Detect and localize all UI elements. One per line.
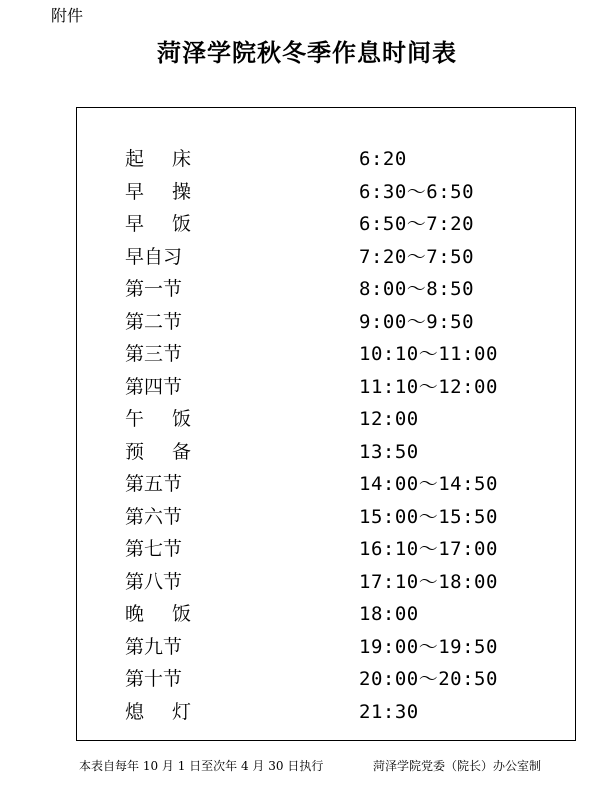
time-value: 6:50～7:20 xyxy=(359,213,475,235)
schedule-table xyxy=(76,107,576,741)
activity-label: 第三节 xyxy=(125,343,183,365)
activity-label: 第二节 xyxy=(125,310,183,333)
activity-label: 早 操 xyxy=(125,180,191,203)
activity-label: 熄 灯 xyxy=(125,700,191,723)
schedule-row xyxy=(77,273,575,306)
time-value: 11:10～12:00 xyxy=(359,375,498,398)
activity-label: 第五节 xyxy=(125,473,183,495)
time-value: 20:00～20:50 xyxy=(359,668,498,690)
time-value: 8:00～8:50 xyxy=(359,278,475,300)
activity-label: 第七节 xyxy=(125,538,183,560)
time-value: 9:00～9:50 xyxy=(359,310,475,333)
activity-label: 预 备 xyxy=(125,440,191,463)
activity-label: 早自习 xyxy=(125,245,183,268)
schedule-row xyxy=(77,208,575,241)
schedule-row xyxy=(77,631,575,664)
schedule-row xyxy=(77,403,575,436)
activity-label: 第四节 xyxy=(125,375,183,398)
footer-validity-note: 本表自每年 10 月 1 日至次年 4 月 30 日执行 xyxy=(79,759,324,773)
time-value: 6:20 xyxy=(359,148,407,170)
activity-label: 第九节 xyxy=(125,635,183,658)
activity-label: 早 饭 xyxy=(125,213,191,235)
time-value: 14:00～14:50 xyxy=(359,473,498,495)
schedule-row xyxy=(77,501,575,534)
schedule-row xyxy=(77,143,575,176)
activity-label: 第八节 xyxy=(125,570,183,593)
time-value: 19:00～19:50 xyxy=(359,635,498,658)
time-value: 7:20～7:50 xyxy=(359,245,475,268)
schedule-row xyxy=(77,566,575,599)
activity-label: 起 床 xyxy=(125,148,191,170)
time-value: 21:30 xyxy=(359,700,419,723)
page-title: 菏泽学院秋冬季作息时间表 xyxy=(157,38,457,67)
time-value: 13:50 xyxy=(359,440,419,463)
time-value: 15:00～15:50 xyxy=(359,505,498,528)
schedule-list xyxy=(77,143,575,728)
activity-label: 第一节 xyxy=(125,278,183,300)
schedule-row xyxy=(77,663,575,696)
schedule-row xyxy=(77,241,575,274)
schedule-row xyxy=(77,436,575,469)
time-value: 12:00 xyxy=(359,408,419,430)
schedule-row xyxy=(77,176,575,209)
time-value: 16:10～17:00 xyxy=(359,538,498,560)
schedule-row xyxy=(77,533,575,566)
footer-issuer: 菏泽学院党委（院长）办公室制 xyxy=(373,759,542,773)
schedule-row xyxy=(77,338,575,371)
time-value: 6:30～6:50 xyxy=(359,180,475,203)
schedule-row xyxy=(77,306,575,339)
schedule-row xyxy=(77,598,575,631)
time-value: 18:00 xyxy=(359,603,419,625)
schedule-row xyxy=(77,468,575,501)
activity-label: 第六节 xyxy=(125,505,183,528)
schedule-row xyxy=(77,696,575,729)
activity-label: 午 饭 xyxy=(125,408,191,430)
activity-label: 晚 饭 xyxy=(125,603,191,625)
time-value: 10:10～11:00 xyxy=(359,343,498,365)
activity-label: 第十节 xyxy=(125,668,183,690)
attachment-label: 附件 xyxy=(51,6,84,25)
time-value: 17:10～18:00 xyxy=(359,570,498,593)
schedule-row xyxy=(77,371,575,404)
